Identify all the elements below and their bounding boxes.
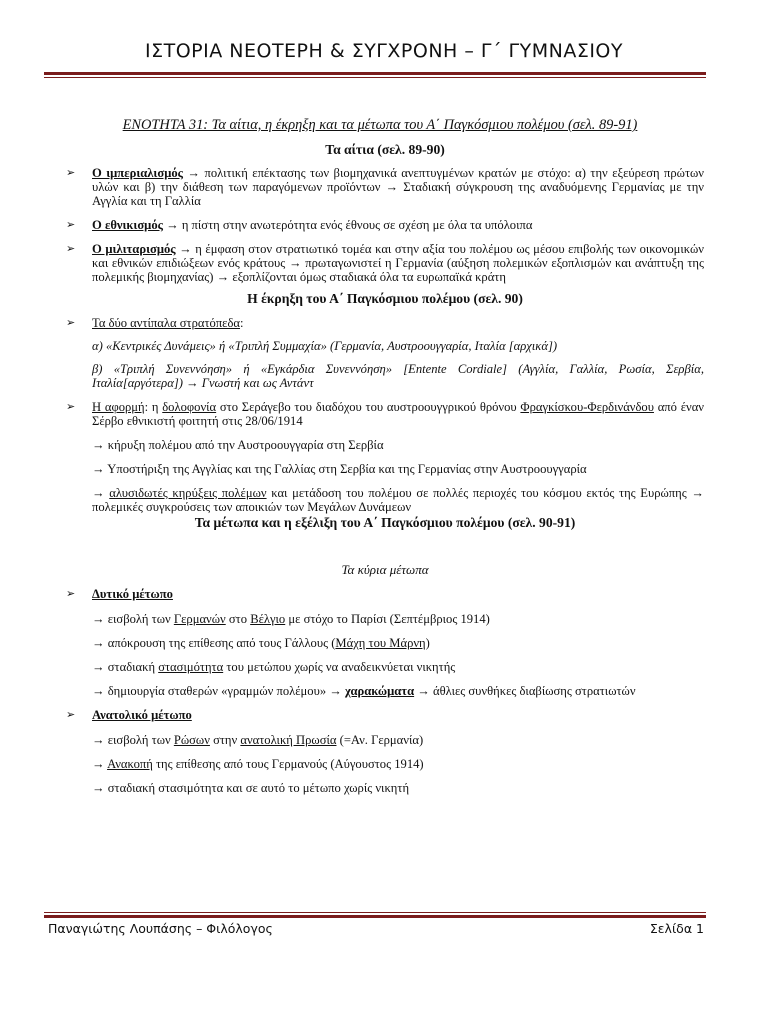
militarism-text: → η έμφαση στον στρατιωτικό τομέα και στην αξία του πολέμου ως μέσου επιβολής των οικονομικών και εθνικών επιδιώξεων ενός κράτους → πρωταγωνιστεί η Γερμανία (αύξηση πολεμικών εξοπλισμών και ανάπτυξη της πολεμικής βιομηχανίας) → εξοπλίζονται όμως σταδιακά όλα τα ευρωπαϊκά κράτη: [92, 242, 704, 284]
bullet-icon: ➢: [66, 166, 76, 179]
imperialism-text: → πολιτική επέκτασης των βιομηχανικά ανεπτυγμένων κρατών με στόχο: α) την εξεύρεση πρώτων υλών και β) την διάθεση των παραγόμενων προϊόντων → Σταδιακή σύγκρουση της αναδυόμενης Γερμανίας με την Αγγλία και τη Γαλλία: [92, 166, 705, 208]
section-heading-outbreak: Η έκρηξη του Α΄ Παγκόσμιου πολέμου (σελ. 90): [247, 291, 523, 306]
western-line-1: [66, 612, 704, 626]
term-halt: Ανακοπή: [107, 757, 153, 771]
text: στην: [209, 733, 241, 747]
unit-title: ΕΝΟΤΗΤΑ 31: Τα αίτια, η έκρηξη και τα μέτωπα του Α΄ Παγκόσμιου πολέμου (σελ. 89-91): [122, 117, 638, 133]
list-item-militarism: [66, 242, 704, 284]
bullet-icon: ➢: [66, 218, 76, 231]
camp-central-powers: α) «Κεντρικές Δυνάμεις» ή «Τριπλή Συμμαχία» (Γερμανία, Αυστροουγγαρία, Ιταλία [αρχικά]): [92, 339, 558, 353]
camp-entente: β) «Τριπλή Συνεννόηση» ή «Εγκάρδια Συνεννόηση» [Entente Cordiale] (Αγγλία, Γαλλία, Ρωσία, Σερβία, Ιταλία[αργότερα]) → Γνωστή και ως Αντάντ: [92, 362, 704, 390]
section-heading-causes: Τα αίτια (σελ. 89-90): [325, 142, 445, 157]
term-eastern-front: Ανατολικό μέτωπο: [92, 708, 192, 722]
term-murder: δολοφονία: [162, 400, 217, 414]
bullet-icon: ➢: [66, 587, 76, 600]
eastern-line-1: [66, 733, 704, 747]
text: (=Αν. Γερμανία): [336, 733, 424, 747]
term-belgium: Βέλγιο: [250, 612, 286, 626]
footer-author: Παναγιώτης Λουπάσης – Φιλόλογος: [48, 921, 273, 936]
western-line-4: [66, 684, 704, 698]
term-western-front: Δυτικό μέτωπο: [92, 587, 173, 601]
text: → απόκρουση της επίθεσης από τους Γάλλους (: [92, 636, 336, 650]
western-line-3: [66, 660, 704, 674]
list-item-camps: [66, 316, 704, 330]
term-chain-declarations: αλυσιδωτές κηρύξεις πολέμων: [109, 486, 267, 500]
text: του μετώπου χωρίς να αναδεικνύεται νικητής: [223, 660, 456, 674]
text: → εισβολή των: [92, 612, 174, 626]
list-item-nationalism: [66, 218, 704, 232]
term-franz-ferdinand: Φραγκίσκου-Φερδινάνδου: [520, 400, 654, 414]
list-item-eastern-front: [66, 708, 704, 722]
text: της επίθεσης από τους Γερμανούς (Αύγουστος 1914): [152, 757, 424, 771]
term-stalemate: στασιμότητα: [158, 660, 224, 674]
text: με στόχο το Παρίσι (Σεπτέμβριος 1914): [285, 612, 490, 626]
text: → σταδιακή: [92, 660, 159, 674]
text: στο: [225, 612, 251, 626]
term-east-prussia: ανατολική Πρωσία: [240, 733, 337, 747]
text: → δημιουργία σταθερών «γραμμών πολέμου» →: [92, 684, 346, 698]
term-militarism: Ο μιλιταρισμός: [92, 242, 176, 256]
consequence-3-text: και μετάδοση του πολέμου σε πολλές περιοχές του κόσμου εκτός της Ευρώπης → πολεμικές συγκρούσεις των αποικιών των Μεγάλων Δυνάμεων: [92, 486, 704, 514]
bullet-icon: ➢: [66, 316, 76, 329]
trigger-consequence-3: [66, 486, 704, 514]
document-body: [66, 118, 704, 795]
western-line-2: [66, 636, 704, 650]
arrow: →: [92, 486, 110, 500]
text: → εισβολή των: [92, 733, 174, 747]
list-item-imperialism: [66, 166, 704, 208]
header-rule: [44, 72, 706, 78]
term-camps: Τα δύο αντίπαλα στρατόπεδα: [92, 316, 241, 330]
term-imperialism: Ο ιμπεριαλισμός: [92, 166, 183, 180]
list-item-trigger: [66, 400, 704, 428]
term-trigger: Η αφορμή: [92, 400, 145, 414]
eastern-line-3: → σταδιακή στασιμότητα και σε αυτό το μέτωπο χωρίς νικητή: [92, 781, 410, 795]
text: → άθλιες συνθήκες διαβίωσης στρατιωτών: [414, 684, 636, 698]
trigger-end: από έναν Σέρβο εθνικιστή φοιτητή στις 28/06/1914: [92, 400, 704, 428]
trigger-consequence-2: → Υποστήριξη της Αγγλίας και της Γαλλίας στη Σερβία και της Γερμανίας στην Αυστροουγγαρία: [92, 462, 587, 476]
list-item-western-front: [66, 587, 704, 601]
bullet-icon: ➢: [66, 242, 76, 255]
trigger-sep: : η: [144, 400, 163, 414]
text: ): [425, 636, 430, 650]
eastern-line-2: [66, 757, 704, 771]
nationalism-text: → η πίστη στην ανωτερότητα ενός έθνους σε σχέση με όλα τα υπόλοιπα: [162, 218, 533, 232]
camps-colon: :: [240, 316, 244, 330]
term-trenches: χαρακώματα: [345, 684, 415, 698]
fronts-subheading: Τα κύρια μέτωπα: [341, 562, 429, 577]
term-russians: Ρώσων: [173, 733, 210, 747]
footer-page-number: Σελίδα 1: [649, 921, 704, 936]
footer-rule: [44, 912, 706, 918]
bullet-icon: ➢: [66, 400, 76, 413]
text: →: [92, 757, 108, 771]
trigger-consequence-1: → κήρυξη πολέμου από την Αυστροουγγαρία στη Σερβία: [92, 438, 384, 452]
trigger-mid: στο Σεράγεβο του διαδόχου του αυστροουγγρικού θρόνου: [216, 400, 521, 414]
term-battle-of-marne: Μάχη του Μάρνη: [335, 636, 426, 650]
page-header-title: ΙΣΤΟΡΙΑ ΝΕΟΤΕΡΗ & ΣΥΓΧΡΟΝΗ – Γ΄ ΓΥΜΝΑΣΙΟΥ: [145, 40, 623, 62]
bullet-icon: ➢: [66, 708, 76, 721]
term-germans: Γερμανών: [173, 612, 226, 626]
section-heading-fronts: Τα μέτωπα και η εξέλιξη του Α΄ Παγκόσμιου πολέμου (σελ. 90-91): [194, 515, 576, 530]
term-nationalism: Ο εθνικισμός: [92, 218, 163, 232]
